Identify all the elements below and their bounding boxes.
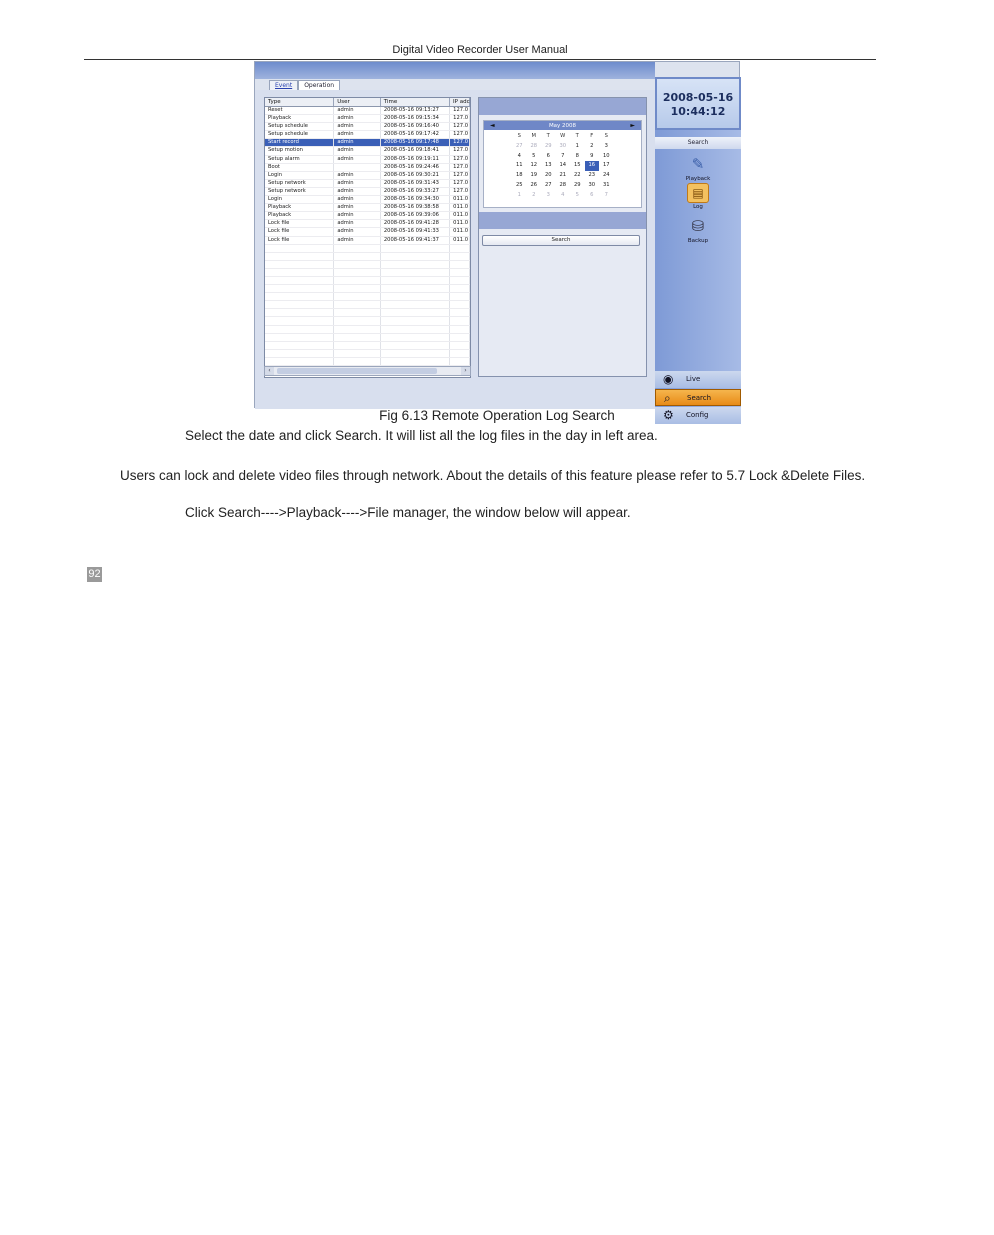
table-cell-user: admin	[334, 131, 381, 138]
calendar-day[interactable]: 14	[559, 162, 567, 169]
table-cell-empty	[450, 253, 470, 260]
table-cell-ip: 127.0	[450, 131, 470, 138]
table-cell-type: Reset	[265, 107, 334, 114]
table-row[interactable]	[265, 139, 470, 147]
column-header-ip[interactable]: IP adc	[450, 98, 470, 106]
playback-icon: ✎	[691, 155, 705, 173]
table-cell-time: 2008-05-16 09:41:37	[381, 237, 450, 244]
table-cell-empty	[265, 309, 334, 316]
table-cell-empty	[450, 269, 470, 276]
table-cell-empty	[334, 309, 381, 316]
table-row-empty	[265, 317, 470, 325]
table-cell-type: Login	[265, 172, 334, 179]
figure-caption: Fig 6.13 Remote Operation Log Search	[379, 408, 615, 423]
table-cell-empty	[450, 358, 470, 365]
table-row-empty	[265, 277, 470, 285]
calendar-day[interactable]: 22	[573, 172, 581, 179]
next-month-icon[interactable]: ►	[630, 122, 635, 129]
table-cell-empty	[334, 301, 381, 308]
sidebar-item-label: Playback	[685, 176, 711, 182]
table-cell-empty	[450, 285, 470, 292]
paragraph-file-manager: Click Search---->Playback---->File manager, the window below will appear.	[185, 505, 631, 520]
table-cell-empty	[381, 350, 450, 357]
table-cell-empty	[381, 277, 450, 284]
table-cell-empty	[381, 253, 450, 260]
table-cell-type: Lock file	[265, 228, 334, 235]
table-cell-empty	[450, 277, 470, 284]
column-header-time[interactable]: Time	[381, 98, 450, 106]
table-row-empty	[265, 326, 470, 334]
table-cell-empty	[265, 334, 334, 341]
calendar-day[interactable]: 2	[532, 191, 536, 198]
table-row[interactable]	[265, 156, 470, 164]
calendar-day[interactable]: 23	[588, 172, 596, 179]
table-cell-user	[334, 164, 381, 171]
table-cell-empty	[334, 342, 381, 349]
table-row-empty	[265, 245, 470, 253]
sidebar-item-playback[interactable]	[655, 155, 741, 182]
table-cell-time: 2008-05-16 09:39:06	[381, 212, 450, 219]
table-cell-user: admin	[334, 115, 381, 122]
table-cell-ip: 011.0	[450, 196, 470, 203]
calendar-day[interactable]: 8	[575, 152, 579, 159]
table-cell-type: Playback	[265, 115, 334, 122]
clock-display	[655, 77, 741, 130]
eye-icon: ◉	[663, 372, 674, 386]
table-row[interactable]	[265, 228, 470, 236]
table-cell-empty	[334, 326, 381, 333]
table-cell-user: admin	[334, 107, 381, 114]
table-cell-type: Setup alarm	[265, 156, 334, 163]
calendar-day[interactable]: 1	[575, 142, 579, 149]
calendar-day[interactable]: 29	[544, 142, 552, 149]
table-cell-time: 2008-05-16 09:33:27	[381, 188, 450, 195]
calendar-day[interactable]: 27	[515, 142, 523, 149]
calendar-day[interactable]: 26	[530, 181, 538, 188]
table-cell-empty	[450, 334, 470, 341]
table-cell-time: 2008-05-16 09:17:48	[381, 139, 450, 146]
table-cell-empty	[265, 317, 334, 324]
calendar-day[interactable]: 6	[546, 152, 550, 159]
table-cell-empty	[381, 285, 450, 292]
table-cell-time: 2008-05-16 09:41:33	[381, 228, 450, 235]
horizontal-scrollbar[interactable]	[264, 366, 471, 376]
table-row[interactable]	[265, 172, 470, 180]
table-cell-time: 2008-05-16 09:38:58	[381, 204, 450, 211]
table-cell-ip: 127.0	[450, 164, 470, 171]
header-rule	[84, 59, 876, 60]
calendar-weekday: W	[560, 133, 566, 139]
table-cell-user: admin	[334, 180, 381, 187]
table-cell-user: admin	[334, 204, 381, 211]
table-cell-empty	[450, 309, 470, 316]
table-row-empty	[265, 301, 470, 309]
table-row-empty	[265, 285, 470, 293]
table-row-empty	[265, 358, 470, 366]
table-cell-empty	[450, 293, 470, 300]
calendar-day[interactable]: 5	[575, 191, 579, 198]
calendar-day[interactable]: 2	[590, 142, 594, 149]
table-cell-empty	[450, 317, 470, 324]
table-cell-type: Setup schedule	[265, 131, 334, 138]
table-cell-empty	[334, 245, 381, 252]
table-cell-ip: 127.0	[450, 123, 470, 130]
table-cell-empty	[381, 293, 450, 300]
table-cell-empty	[265, 358, 334, 365]
table-cell-ip: 011.0	[450, 220, 470, 227]
table-cell-type: Setup network	[265, 180, 334, 187]
table-row[interactable]	[265, 115, 470, 123]
paragraph-lock-delete: Users can lock and delete video files through network. About the details of this feature please refer to 5.7 Lock &Delete Files.	[120, 468, 866, 483]
table-row[interactable]	[265, 131, 470, 139]
table-cell-type: Lock file	[265, 237, 334, 244]
table-cell-empty	[381, 261, 450, 268]
sidebar-item-label: Log	[693, 204, 703, 210]
table-cell-empty	[334, 358, 381, 365]
table-cell-empty	[265, 253, 334, 260]
table-cell-empty	[334, 277, 381, 284]
scroll-left-icon[interactable]: ‹	[265, 367, 274, 375]
table-cell-empty	[265, 277, 334, 284]
panel-header-band	[479, 98, 646, 115]
calendar-weekday: T	[546, 133, 550, 139]
table-row-empty	[265, 342, 470, 350]
table-cell-empty	[381, 317, 450, 324]
table-cell-empty	[334, 334, 381, 341]
table-cell-empty	[381, 358, 450, 365]
table-cell-time: 2008-05-16 09:18:41	[381, 147, 450, 154]
table-cell-type: Playback	[265, 204, 334, 211]
table-cell-time: 2008-05-16 09:34:30	[381, 196, 450, 203]
sidebar-button-label: Search	[687, 394, 712, 402]
table-row-empty	[265, 261, 470, 269]
table-row-empty	[265, 253, 470, 261]
sidebar-item-backup[interactable]	[655, 217, 741, 244]
table-cell-empty	[450, 245, 470, 252]
sidebar-button-live[interactable]	[655, 371, 741, 388]
table-row[interactable]	[265, 237, 470, 245]
calendar-day[interactable]: 30	[559, 142, 567, 149]
table-row[interactable]	[265, 212, 470, 220]
table-cell-empty	[265, 301, 334, 308]
table-cell-time: 2008-05-16 09:16:40	[381, 123, 450, 130]
table-cell-ip: 127.0	[450, 115, 470, 122]
calendar-weekday: M	[531, 133, 536, 139]
calendar-day[interactable]: 21	[559, 172, 567, 179]
table-cell-empty	[381, 342, 450, 349]
calendar-header	[484, 121, 641, 130]
table-cell-empty	[381, 301, 450, 308]
table-cell-time: 2008-05-16 09:30:21	[381, 172, 450, 179]
table-cell-ip: 127.0	[450, 147, 470, 154]
table-row-empty	[265, 293, 470, 301]
table-cell-user: admin	[334, 212, 381, 219]
panel-mid-band	[479, 212, 646, 229]
table-cell-time: 2008-05-16 09:17:42	[381, 131, 450, 138]
table-cell-empty	[265, 245, 334, 252]
calendar-day[interactable]: 12	[530, 162, 538, 169]
table-cell-ip: 127.0	[450, 180, 470, 187]
calendar-day[interactable]: 9	[590, 152, 594, 159]
table-cell-empty	[381, 245, 450, 252]
sidebar-item-label: Backup	[687, 238, 709, 244]
calendar-day[interactable]: 3	[604, 142, 608, 149]
table-cell-user: admin	[334, 139, 381, 146]
calendar-day[interactable]: 19	[530, 172, 538, 179]
gear-icon: ⚙	[663, 408, 674, 422]
calendar-day[interactable]: 17	[602, 162, 610, 169]
calendar-weekday: S	[517, 133, 521, 139]
table-row[interactable]	[265, 188, 470, 196]
table-cell-empty	[265, 293, 334, 300]
calendar-day[interactable]: 20	[544, 172, 552, 179]
table-row[interactable]	[265, 204, 470, 212]
table-cell-ip: 011.0	[450, 228, 470, 235]
table-row[interactable]	[265, 220, 470, 228]
table-cell-empty	[450, 326, 470, 333]
table-cell-type: Login	[265, 196, 334, 203]
table-cell-empty	[265, 285, 334, 292]
table-cell-type: Playback	[265, 212, 334, 219]
clock-date: 2008-05-16	[662, 91, 734, 104]
calendar-weekday: F	[590, 133, 594, 139]
table-cell-user: admin	[334, 237, 381, 244]
table-cell-empty	[265, 326, 334, 333]
table-cell-empty	[450, 261, 470, 268]
table-cell-empty	[334, 253, 381, 260]
calendar-day[interactable]: 11	[515, 162, 523, 169]
calendar-day[interactable]: 13	[544, 162, 552, 169]
log-table-body	[265, 107, 470, 366]
table-cell-ip: 127.0	[450, 188, 470, 195]
calendar-day[interactable]: 27	[544, 181, 552, 188]
table-cell-ip: 011.0	[450, 204, 470, 211]
log-table-header	[265, 98, 470, 107]
table-cell-empty	[450, 301, 470, 308]
table-cell-empty	[381, 269, 450, 276]
table-cell-time: 2008-05-16 09:19:11	[381, 156, 450, 163]
window-top-bar	[255, 62, 655, 79]
table-cell-empty	[265, 261, 334, 268]
table-cell-empty	[334, 317, 381, 324]
table-cell-user: admin	[334, 188, 381, 195]
table-cell-type: Setup motion	[265, 147, 334, 154]
table-cell-empty	[334, 261, 381, 268]
table-cell-empty	[334, 269, 381, 276]
right-sidebar	[655, 77, 741, 422]
sidebar-button-label: Config	[686, 411, 709, 419]
header-title: Digital Video Recorder User Manual	[392, 44, 568, 56]
table-cell-empty	[450, 350, 470, 357]
tab-event[interactable]: Event	[269, 80, 298, 90]
table-cell-empty	[381, 326, 450, 333]
log-tabs	[269, 80, 340, 90]
table-row[interactable]	[265, 180, 470, 188]
calendar-day[interactable]: 10	[602, 152, 610, 159]
table-cell-ip: 127.0	[450, 156, 470, 163]
table-cell-type: Start record	[265, 139, 334, 146]
table-cell-time: 2008-05-16 09:41:28	[381, 220, 450, 227]
table-cell-type: Lock file	[265, 220, 334, 227]
clock-time: 10:44:12	[670, 105, 726, 118]
calendar-day[interactable]: 24	[602, 172, 610, 179]
table-cell-ip: 011.0	[450, 237, 470, 244]
sidebar-item-log[interactable]	[655, 183, 741, 210]
paragraph-select-date: Select the date and click Search. It will list all the log files in the day in left area.	[185, 428, 658, 443]
search-button[interactable]: Search	[482, 235, 640, 246]
calendar-weekday: S	[604, 133, 608, 139]
log-table	[264, 97, 471, 378]
column-header-user[interactable]: User	[334, 98, 381, 106]
table-cell-empty	[334, 293, 381, 300]
calendar-month-label: May 2008	[548, 122, 577, 129]
table-row[interactable]	[265, 147, 470, 155]
search-icon: ⌕	[664, 391, 671, 405]
sidebar-button-label: Live	[686, 375, 701, 383]
table-cell-ip: 011.0	[450, 212, 470, 219]
log-icon: ▤	[687, 183, 709, 203]
calendar-day[interactable]: 6	[590, 191, 594, 198]
table-cell-time: 2008-05-16 09:15:34	[381, 115, 450, 122]
calendar-day-selected[interactable]: 16	[585, 161, 600, 171]
calendar-day[interactable]: 5	[532, 152, 536, 159]
table-cell-empty	[450, 342, 470, 349]
table-row-empty	[265, 334, 470, 342]
column-header-type[interactable]: Type	[265, 98, 334, 106]
tab-operation[interactable]: Operation	[298, 80, 340, 90]
page-number: 92	[88, 568, 101, 580]
table-cell-user: admin	[334, 123, 381, 130]
table-cell-empty	[381, 334, 450, 341]
calendar-day[interactable]: 7	[604, 191, 608, 198]
calendar-day[interactable]: 3	[546, 191, 550, 198]
prev-month-icon[interactable]: ◄	[490, 122, 495, 129]
table-row[interactable]	[265, 107, 470, 115]
table-row[interactable]	[265, 164, 470, 172]
table-cell-user: admin	[334, 220, 381, 227]
calendar-grid	[512, 132, 641, 201]
table-row-empty	[265, 350, 470, 358]
table-cell-type: Boot	[265, 164, 334, 171]
calendar-day[interactable]: 30	[588, 181, 596, 188]
table-cell-user: admin	[334, 196, 381, 203]
table-cell-user: admin	[334, 156, 381, 163]
table-cell-user: admin	[334, 147, 381, 154]
date-calendar	[483, 120, 642, 208]
calendar-day[interactable]: 15	[573, 162, 581, 169]
table-cell-time: 2008-05-16 09:31:43	[381, 180, 450, 187]
scroll-thumb[interactable]	[277, 368, 437, 374]
table-row[interactable]	[265, 196, 470, 204]
table-cell-ip: 127.0	[450, 107, 470, 114]
table-row-empty	[265, 309, 470, 317]
calendar-day[interactable]: 1	[517, 191, 521, 198]
backup-icon: ⛁	[691, 217, 705, 235]
table-cell-ip: 127.0	[450, 172, 470, 179]
sidebar-section-header: Search	[655, 137, 741, 149]
table-cell-empty	[265, 342, 334, 349]
calendar-day[interactable]: 4	[561, 191, 565, 198]
calendar-day[interactable]: 25	[515, 181, 523, 188]
calendar-day[interactable]: 31	[602, 181, 610, 188]
calendar-day[interactable]: 28	[530, 142, 538, 149]
search-panel	[478, 97, 647, 377]
sidebar-button-search[interactable]	[655, 389, 741, 406]
table-cell-empty	[334, 285, 381, 292]
table-cell-time: 2008-05-16 09:24:46	[381, 164, 450, 171]
calendar-day[interactable]: 28	[559, 181, 567, 188]
table-row-empty	[265, 269, 470, 277]
table-cell-ip: 127.0	[450, 139, 470, 146]
scroll-right-icon[interactable]: ›	[461, 367, 470, 375]
calendar-weekday: T	[575, 133, 579, 139]
table-cell-time: 2008-05-16 09:13:27	[381, 107, 450, 114]
calendar-day[interactable]: 7	[561, 152, 565, 159]
calendar-day[interactable]: 29	[573, 181, 581, 188]
table-cell-user: admin	[334, 228, 381, 235]
calendar-day[interactable]: 4	[517, 152, 521, 159]
table-cell-empty	[334, 350, 381, 357]
calendar-day[interactable]: 18	[515, 172, 523, 179]
table-cell-empty	[265, 350, 334, 357]
table-cell-user: admin	[334, 172, 381, 179]
table-row[interactable]	[265, 123, 470, 131]
table-cell-empty	[265, 269, 334, 276]
table-cell-type: Setup schedule	[265, 123, 334, 130]
table-cell-type: Setup network	[265, 188, 334, 195]
table-cell-empty	[381, 309, 450, 316]
